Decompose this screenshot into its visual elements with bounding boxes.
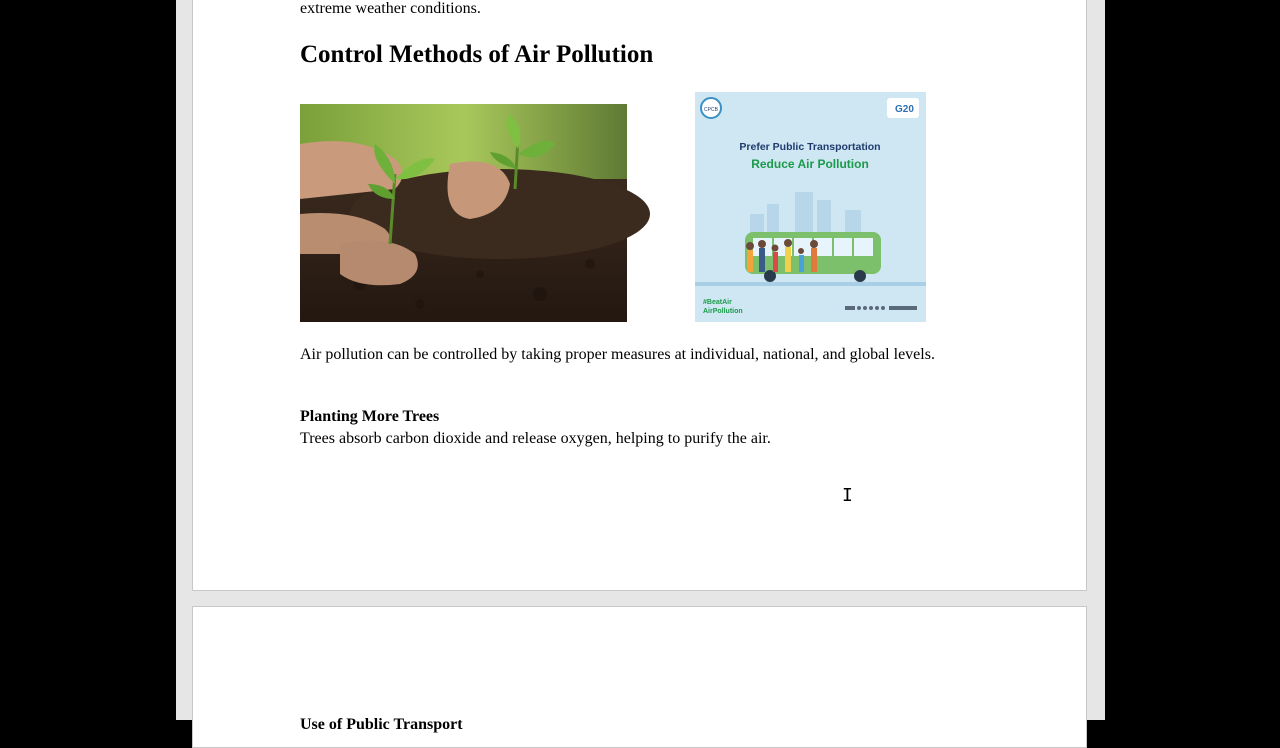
cpcb-logo: CPCB (704, 107, 718, 113)
document-workspace[interactable] (176, 0, 1105, 733)
document-page[interactable] (192, 0, 1087, 591)
planting-trees-image[interactable] (300, 104, 627, 322)
next-page-heading: Use of Public Transport (300, 716, 463, 733)
subsection-heading: Planting More Trees (300, 408, 440, 425)
continued-paragraph: extreme weather conditions. (300, 0, 481, 17)
poster-hashtag-line1: #BeatAir (703, 299, 732, 306)
section-heading: Control Methods of Air Pollution (300, 41, 654, 68)
text-cursor-icon: I (842, 485, 853, 506)
poster-subtitle: Reduce Air Pollution (751, 157, 869, 171)
public-transport-poster[interactable] (695, 92, 926, 322)
intro-paragraph: Air pollution can be controlled by taking proper measures at individual, national, and global levels. (300, 346, 935, 363)
document-page-next[interactable] (192, 606, 1087, 748)
g20-logo: G20 (895, 104, 914, 115)
subsection-paragraph: Trees absorb carbon dioxide and release oxygen, helping to purify the air. (300, 430, 771, 447)
poster-title: Prefer Public Transportation (739, 141, 881, 153)
poster-hashtag-line2: AirPollution (703, 308, 743, 315)
